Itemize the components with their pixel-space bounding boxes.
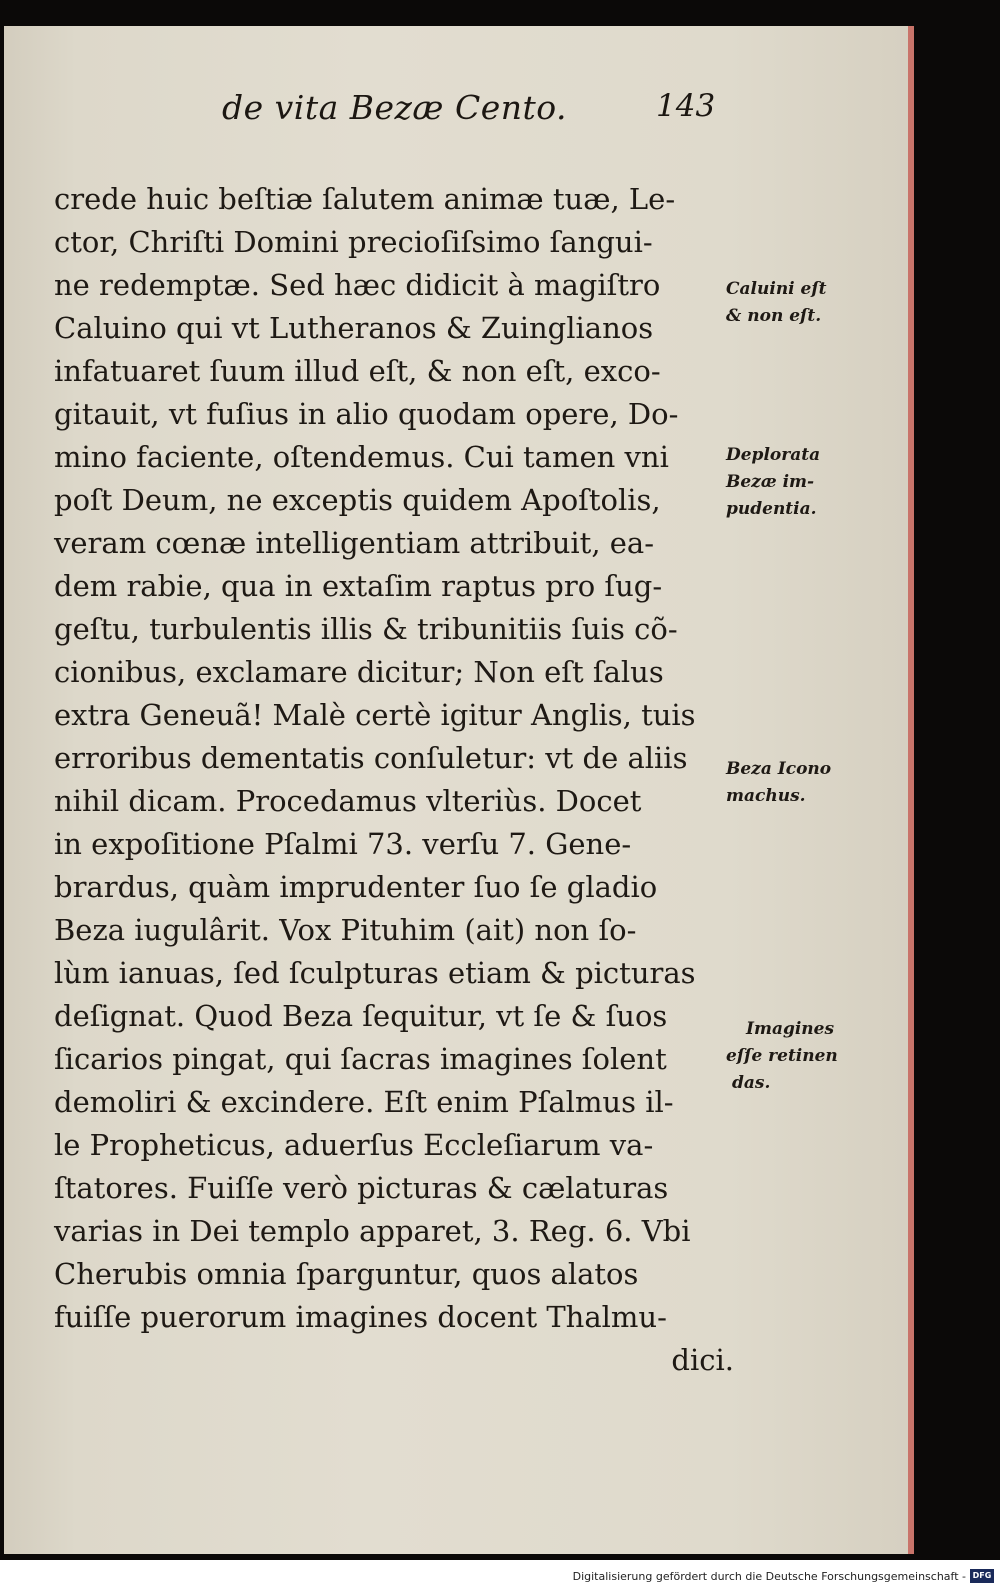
text-line: crede huic beſtiæ ſalutem animæ tuæ, Le- <box>54 182 676 216</box>
marginal-note-imagines <box>726 1016 896 1097</box>
text-line: ſtatores. Fuiſſe verò picturas & cælaturas <box>54 1171 669 1205</box>
marginal-note-line: machus. <box>726 786 806 806</box>
marginal-note-line: Caluini eſt <box>726 279 827 299</box>
marginal-note-line: das. <box>732 1073 771 1093</box>
running-title: de vita Bezæ Cento. <box>222 88 568 127</box>
text-line: varias in Dei templo apparet, 3. Reg. 6. Vbi <box>54 1214 691 1248</box>
text-line: fuiſſe puerorum imagines docent Thalmu- <box>54 1300 667 1334</box>
marginal-note-caluini <box>726 276 876 330</box>
text-line: Beza iugulârit. Vox Pituhim (ait) non ſo- <box>54 913 637 947</box>
text-line: brardus, quàm imprudenter ſuo ſe gladio <box>54 870 658 904</box>
dfg-logo-icon: DFG <box>970 1569 994 1583</box>
text-line: demoliri & excindere. Eſt enim Pſalmus il- <box>54 1085 674 1119</box>
marginal-note-line: Deplorata <box>726 445 821 465</box>
text-line: in expoſitione Pſalmi 73. verſu 7. Gene- <box>54 827 632 861</box>
marginal-note-line: & non eſt. <box>726 306 822 326</box>
digitization-footer <box>0 1560 1000 1595</box>
text-line: ctor, Chriſti Domini precioſiſsimo ſangui- <box>54 225 653 259</box>
text-line: geſtu, turbulentis illis & tribunitiis ſuis cõ- <box>54 612 678 646</box>
text-line: le Propheticus, aduerſus Eccleſiarum va- <box>54 1128 654 1162</box>
text-line: Caluino qui vt Lutheranos & Zuinglianos <box>54 311 654 345</box>
page-header <box>4 88 914 138</box>
catchword: dici. <box>671 1343 734 1377</box>
text-line: cionibus, exclamare dicitur; Non eſt ſalus <box>54 655 664 689</box>
text-line: veram cœnæ intelligentiam attribuit, ea- <box>54 526 655 560</box>
text-line: deſignat. Quod Beza ſequitur, vt ſe & ſuos <box>54 999 668 1033</box>
marginal-note-beza-iconomachus <box>726 756 876 810</box>
main-text-block <box>54 178 734 1382</box>
text-line: nihil dicam. Procedamus vlteriùs. Docet <box>54 784 642 818</box>
text-line: ſicarios pingat, qui ſacras imagines ſolent <box>54 1042 667 1076</box>
text-line: ne redemptæ. Sed hæc didicit à magiſtro <box>54 268 661 302</box>
marginal-note-line: Beza Icono <box>726 759 832 779</box>
text-line: dem rabie, qua in extaſim raptus pro ſug- <box>54 569 663 603</box>
marginal-note-line: Imagines <box>746 1019 835 1039</box>
text-line: erroribus dementatis conſuletur: vt de aliis <box>54 741 688 775</box>
text-line: Cherubis omnia ſparguntur, quos alatos <box>54 1257 639 1291</box>
text-line: infatuaret ſuum illud eſt, & non eſt, exco- <box>54 354 661 388</box>
book-page <box>4 26 914 1554</box>
page-number: 143 <box>656 88 716 124</box>
text-line: gitauit, vt fuſius in alio quodam opere, Do- <box>54 397 679 431</box>
marginal-note-line: eſſe retinen <box>726 1046 838 1066</box>
text-line: poſt Deum, ne exceptis quidem Apoſtolis, <box>54 483 661 517</box>
marginal-note-line: Bezæ im- <box>726 472 815 492</box>
marginal-note-deplorata <box>726 442 876 523</box>
text-line: mino faciente, oſtendemus. Cui tamen vni <box>54 440 669 474</box>
text-line: extra Geneuã! Malè certè igitur Anglis, tuis <box>54 698 696 732</box>
funding-credit: Digitalisierung gefördert durch die Deutsche Forschungsgemeinschaft - <box>572 1570 966 1583</box>
marginal-note-line: pudentia. <box>726 499 817 519</box>
text-line: lùm ianuas, ſed ſculpturas etiam & picturas <box>54 956 696 990</box>
